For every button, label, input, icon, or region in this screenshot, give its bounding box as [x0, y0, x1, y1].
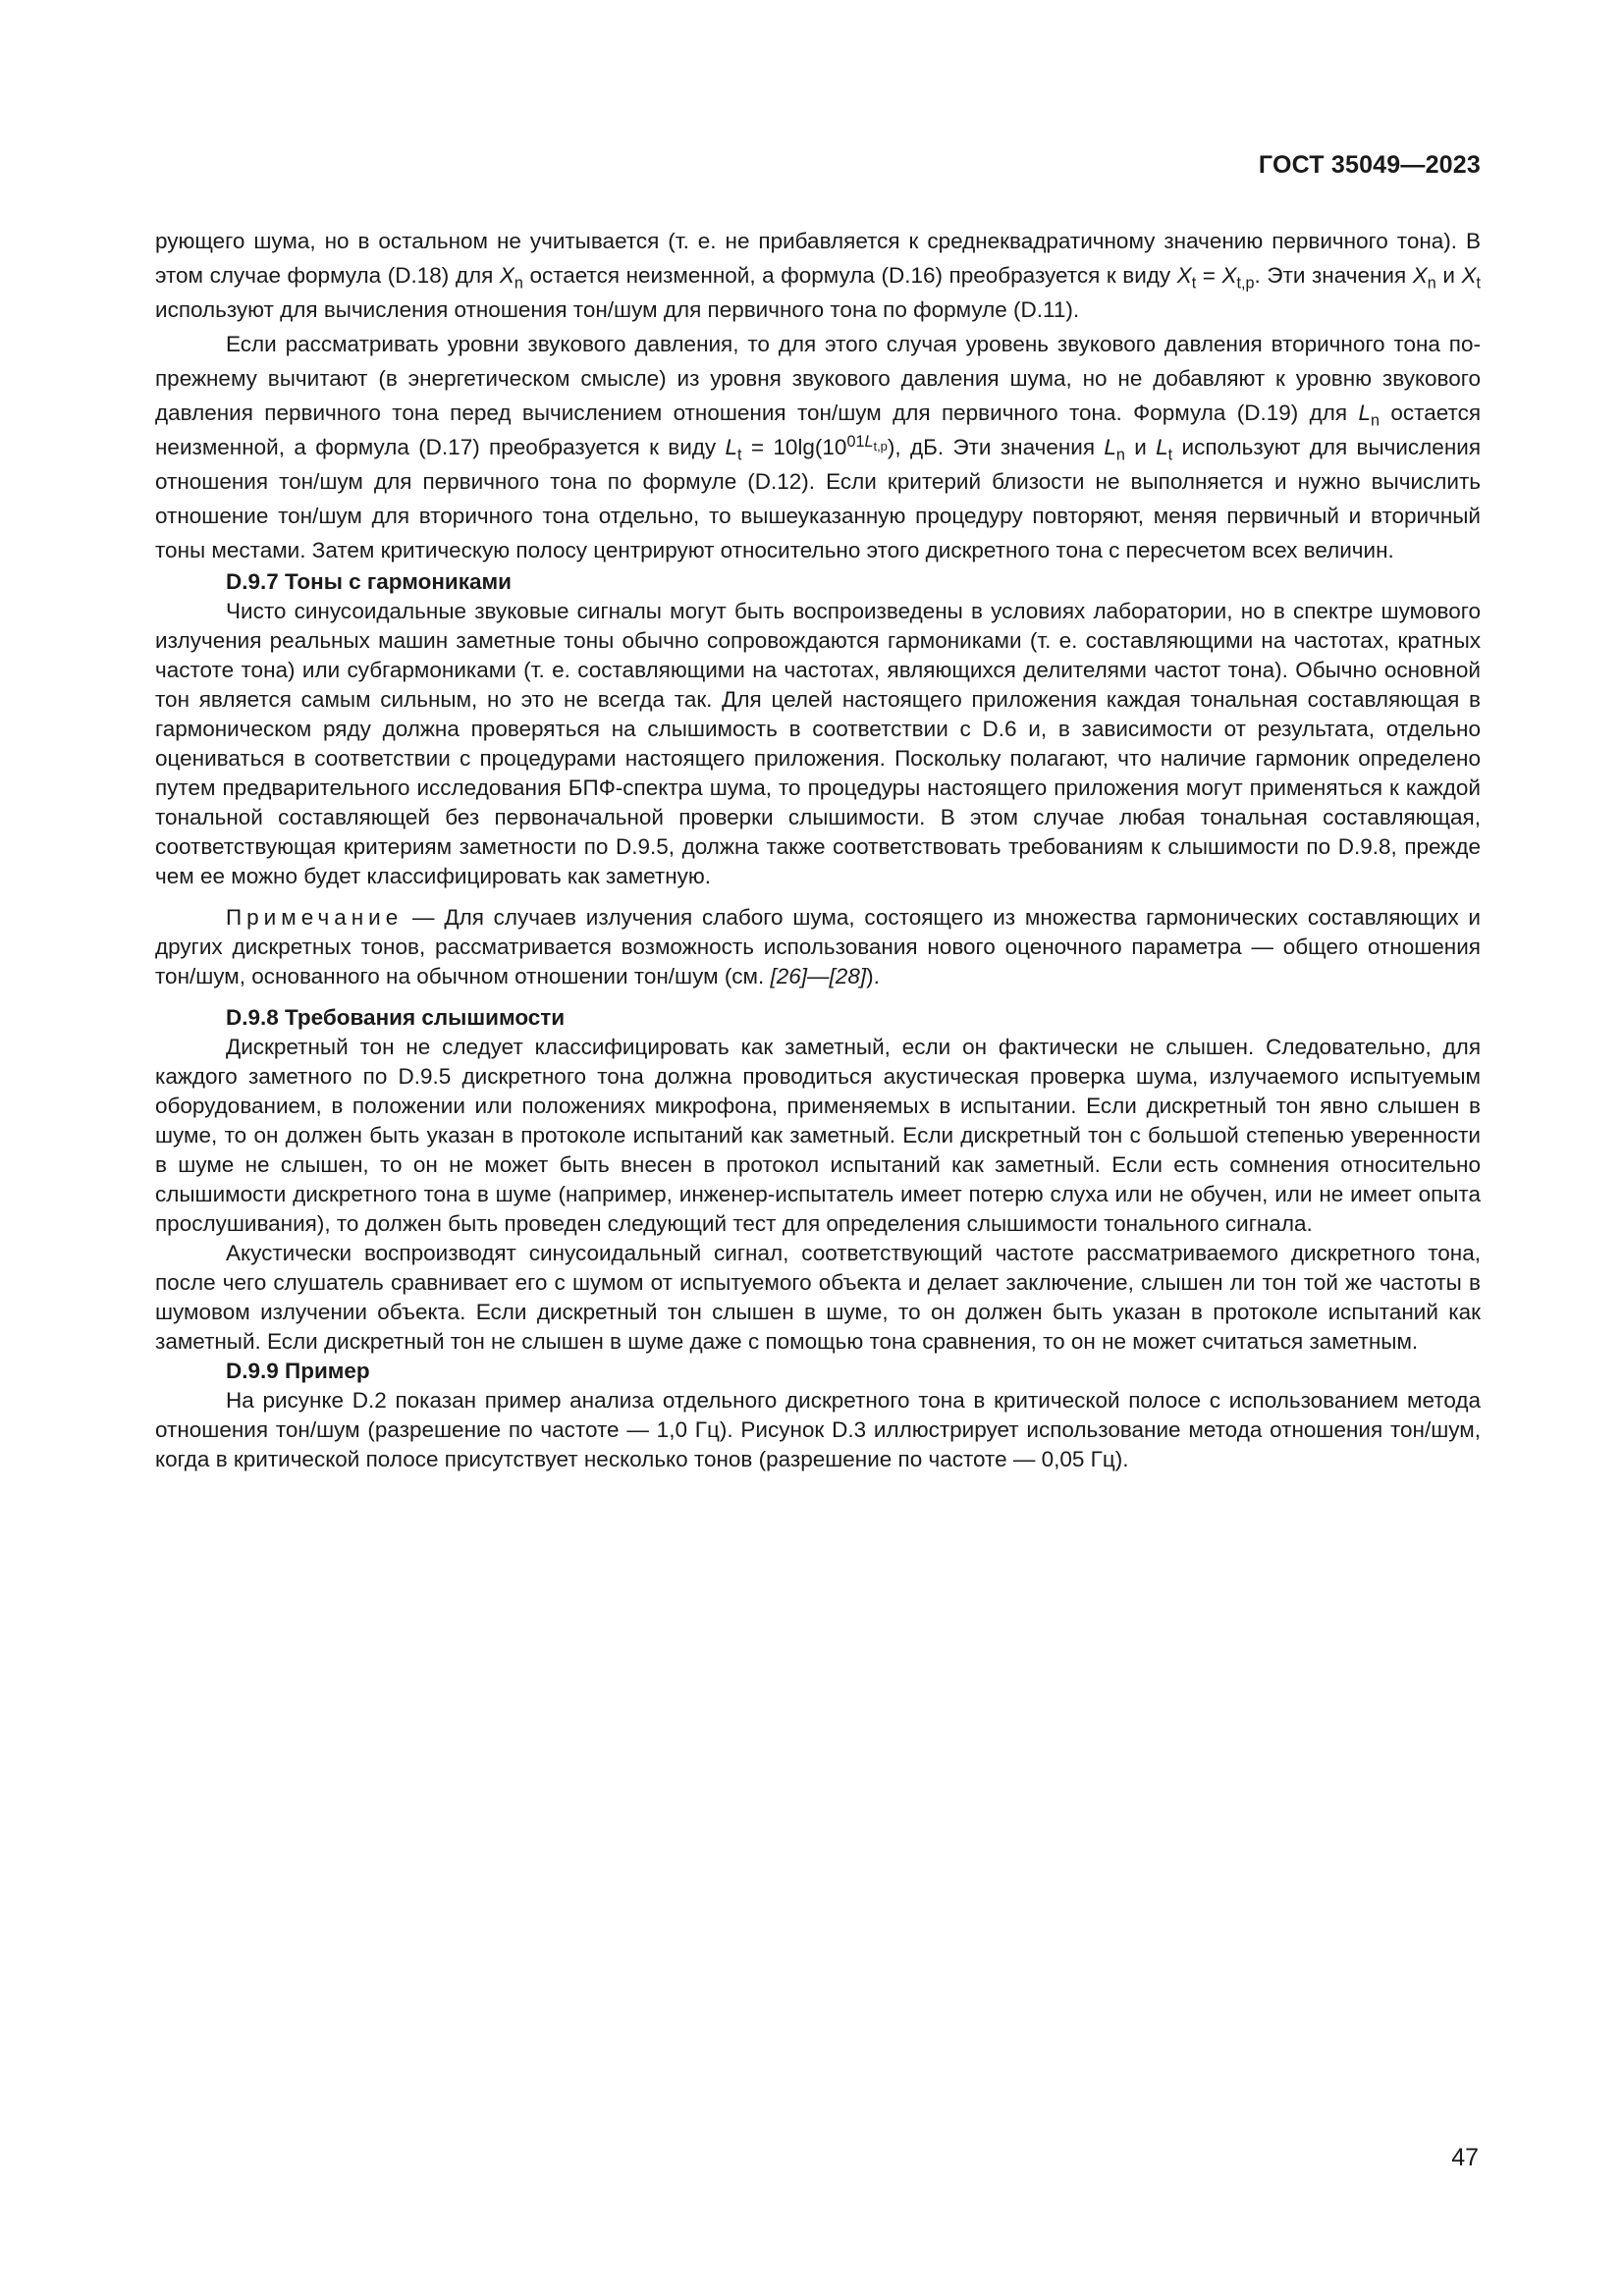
exponent: 01Lt,p: [846, 432, 888, 454]
section-heading-d98: D.9.8 Требования слышимости: [226, 1005, 566, 1030]
paragraph-d98-2: Акустически воспроизводят синусоидальный сигнал, соответствующий частоте рассматриваемого дискретного тона, после чего слушатель сравнивает его с шумом от испытуемого объекта и делает заключение, слышен ли тон той же частоты в шумовом излучении объекта. Если дискретный тон слышен в шуме, то он должен быть указан в протоколе испытаний как заметный. Если дискретный тон не слышен в шуме даже с помощью тона сравнения, то он не может считаться заметным.: [155, 1241, 1481, 1354]
document-header: ГОСТ 35049—2023: [1258, 151, 1481, 179]
page-body: [155, 224, 1481, 1474]
section-heading-d99: D.9.9 Пример: [226, 1359, 370, 1383]
note-label: Примечание: [226, 905, 404, 930]
paragraph-d99-1: На рисунке D.2 показан пример анализа отдельного дискретного тона в критической полосе с использованием метода отношения тон/шум (разрешение по частоте — 1,0 Гц). Рисунок D.3 иллюстрирует использование метода отношения тон/шум, когда в критической полосе присутствует несколько тонов (разрешение по частоте — 0,05 Гц).: [155, 1388, 1481, 1471]
section-heading-d97: D.9.7 Тоны с гармониками: [226, 569, 513, 594]
paragraph-intro-1: рующего шума, но в остальном не учитывается (т. е. не прибавляется к среднеквадратичному значению первичного тона). В этом случае формула (D.18) для $X_n$ остается неизменной, а формула (D.16) преобразуется к виду $X_t = X_{t,p}$. Эти значения $X_n$ и $X_t$ используют для вычисления отношения тон/шум для первичного тона по формуле (D.11).: [155, 229, 1481, 322]
paragraph-intro-2: Если рассматривать уровни звукового давления, то для этого случая уровень звукового давления вторичного тона по-прежнему вычитают (в энергетическом смысле) из уровня звукового давления шума, но не добавляют к уровню звукового давления первичного тона перед вычислением отношения тон/шум для первичного тона. Формула (D.19) для $L_n$ остается неизменной, а формула (D.17) преобразуется к виду $L_t = 10\lg(10^{01L_{t,p}})$, дБ. Эти значения $L_n$ и $L_t$ используют для вычисления отношения тон/шум для первичного тона по формуле (D.12). Если критерий близости не выполняется и нужно вычислить отношение тон/шум для вторичного тона отдельно, то вышеуказанную процедуру повторяют, меняя первичный и вторичный тоны местами. Затем критическую полосу центрируют относительно этого дискретного тона с пересчетом всех величин.: [155, 332, 1482, 562]
paragraph-d97-1: Чисто синусоидальные звуковые сигналы могут быть воспроизведены в условиях лаборатории, но в спектре шумового излучения реальных машин заметные тоны обычно сопровождаются гармониками (т. е. составляющими на частотах, кратных частоте тона) или субгармониками (т. е. составляющими на частотах, являющихся делителями частот тона). Обычно основной тон является самым сильным, но это не всегда так. Для целей настоящего приложения каждая тональная составляющая в гармоническом ряду должна проверяться на слышимость в соответствии с D.6 и, в зависимости от результата, отдельно оцениваться в соответствии с процедурами настоящего приложения. Поскольку полагают, что наличие гармоник определено путем предварительного исследования БПФ-спектра шума, то процедуры настоящего приложения могут применяться к каждой тональной составляющей без первоначальной проверки слышимости. В этом случае любая тональная составляющая, соответствующая критериям заметности по D.9.5, должна также соответствовать требованиям к слышимости по D.9.8, прежде чем ее можно будет классифицировать как заметную.: [155, 599, 1481, 888]
page-number: 47: [1451, 2144, 1479, 2171]
note-paragraph: Примечание — Для случаев излучения слабого шума, состоящего из множества гармонических составляющих и других дискретных тонов, рассматривается возможность использования нового оценочного параметра — общего отношения тон/шум, основанного на обычном отношении тон/шум (см. [26]—[28]).: [155, 905, 1481, 988]
bibliography-reference: [26]—[28]: [770, 964, 867, 988]
paragraph-d98-1: Дискретный тон не следует классифицировать как заметный, если он фактически не слышен. Следовательно, для каждого заметного по D.9.5 дискретного тона должна проводиться акустическая проверка шума, излучаемого испытуемым оборудованием, в положении или положениях микрофона, применяемых в испытании. Если дискретный тон явно слышен в шуме, то он должен быть указан в протоколе испытаний как заметный. Если дискретный тон с большой степенью уверенности в шуме не слышен, то он не может быть внесен в протокол испытаний как заметный. Если есть сомнения относительно слышимости дискретного тона в шуме (например, инженер-испытатель имеет потерю слуха или не обучен, или не имеет опыта прослушивания), то должен быть проведен следующий тест для определения слышимости тонального сигнала.: [155, 1035, 1481, 1236]
